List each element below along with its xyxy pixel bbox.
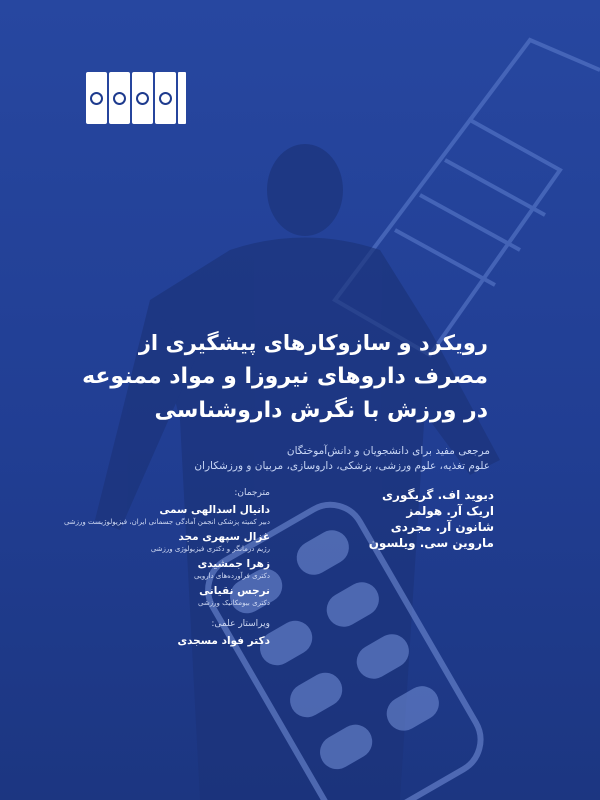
translator-desc: دکتری بیومکانیک ورزشی bbox=[198, 599, 270, 607]
translator-name: دانیال اسدالهی سمی bbox=[159, 504, 270, 516]
translator-desc: دبیر کمیته پزشکی انجمن آمادگی جسمانی ایران، فیزیولوژیست ورزشی bbox=[63, 518, 270, 526]
editor-name: دکتر فواد مسجدی bbox=[177, 635, 270, 647]
author-list bbox=[324, 487, 494, 551]
translator-name: غزال سپهری مجد bbox=[178, 531, 270, 543]
translators-header: مترجمان: bbox=[234, 488, 270, 498]
subtitle-line: علوم تغذیه، علوم ورزشی، پزشکی، داروسازی، مربیان و ورزشکاران bbox=[194, 460, 490, 472]
book-title bbox=[68, 326, 488, 428]
title-line: رویکرد و سازوکارهای پیشگیری از bbox=[138, 331, 488, 355]
editor-header: ویراستار علمی: bbox=[211, 619, 270, 629]
logo-block-4 bbox=[155, 72, 176, 124]
title-line: مصرف داروهای نیروزا و مواد ممنوعه bbox=[82, 364, 488, 389]
logo-block-1 bbox=[86, 72, 107, 124]
book-subtitle bbox=[70, 444, 490, 474]
publisher-logo-icon bbox=[86, 70, 186, 126]
translator-desc: دکتری فرآورده‌های دارویی bbox=[194, 572, 270, 580]
subtitle-line: مرجعی مفید برای دانشجویان و دانش‌آموختگان bbox=[286, 445, 490, 457]
author-name: اریک آر. هولمز bbox=[406, 504, 494, 518]
author-name: ماروین سی. ویلسون bbox=[368, 536, 494, 550]
logo-block-2 bbox=[109, 72, 130, 124]
translator-name: نرجس نقیانی bbox=[199, 585, 270, 597]
author-name: دیوید اف. گریگوری bbox=[382, 488, 494, 502]
translator-name: زهرا جمشیدی bbox=[197, 558, 270, 570]
logo-bar bbox=[178, 72, 186, 124]
logo-block-3 bbox=[132, 72, 153, 124]
translator-list bbox=[63, 487, 270, 648]
title-line: در ورزش با نگرش داروشناسی bbox=[154, 398, 488, 423]
author-name: شانون آر. مجردی bbox=[390, 520, 494, 534]
translator-desc: رژیم درمانگر و دکتری فیزیولوژی ورزشی bbox=[150, 545, 270, 553]
